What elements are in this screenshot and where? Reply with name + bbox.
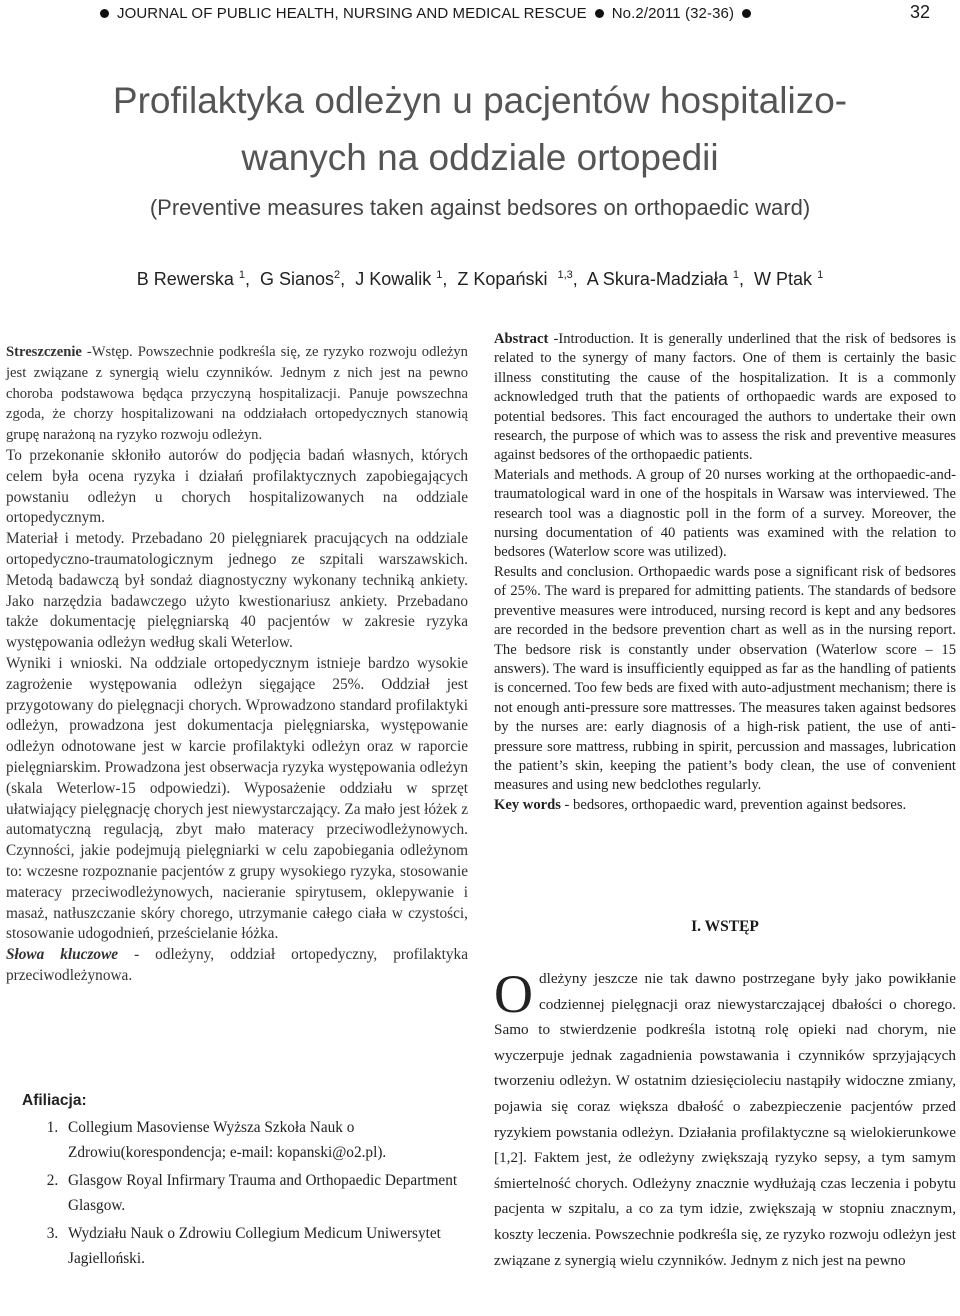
abstract-results-en: Results and conclusion. Orthopaedic wards pose a significant risk of bedsores of 25%. The ward is prepared for admitting patients. The standards of bedsore preventive measures were introduced, nursing record is kept and any bedsores are recorded in the bedsore prevention chart as well as in the nursing report. The bedsore risk is constantly under observation (Waterlow score – 15 answers). The ward is insufficiently equipped as far as the handling of patients is concerned. Too few beds are fixed with auto-adjustment mechanism; there is not enough anti-pressure sore mattresses. The measures taken against bedsores by the nurses are: early diagnosis of a high-risk patient, the use of anti-pressure sore mattress, rubbing in spirit, percussion and massages, lubrication the patient’s skin, keeping the patient’s body clean, the use of convenient measures and using new bedclothes regularly. [494, 563, 956, 794]
affiliations-list [22, 1115, 468, 1271]
author: A Skura-Madziała $^1$, [586, 269, 750, 289]
bullet-icon [742, 9, 751, 18]
running-header [92, 5, 759, 22]
abstract-methods-pl: Materiał i metody. Przebadano 20 pielęgniarek pracujących na oddziale ortopedyczno-traumatologicznym jednego ze szpitali warszawskich. Metodą badawczą był sondaż diagnostyczny wykonany techniką ankiety. Jako narzędzia badawczego użyto kwestionariusz ankiety. Przebadano także dokumentację pielęgniarską 40 pacjentów w zakresie ryzyka występowania odleżyn według skali Weterlow. [6, 530, 468, 652]
keywords-pl: Słowa kluczowe - odleżyny, oddział ortopedyczny, profilaktyka przeciwodleżynowa. [6, 946, 468, 984]
keywords-en: Key words - bedsores, orthopaedic ward, prevention against bedsores. [494, 796, 907, 813]
abstract-methods-en: Materials and methods. A group of 20 nurses working at the orthopaedic-and-traumatological ward in one of the hospitals in Warsaw was interviewed. The research tool was a diagnostic poll in the form of a survey. Moreover, the nursing documentation of 40 patients was examined with the relation to bedsores (Waterlow score was utilized). [494, 466, 956, 561]
article-title [0, 72, 960, 186]
bullet-icon [100, 9, 109, 18]
author: Z Kopański $^{1,3}$, [457, 269, 583, 289]
english-abstract [494, 330, 956, 815]
abstract-aim-pl: To przekonanie skłoniło autorów do podjęcia badań własnych, których celem była ocena ryzyka i działań profilaktycznych zapobiegających powstaniu odleżyn u chorych hospitalizowanych na oddziale ortopedycznym. [6, 446, 468, 527]
page-number: 32 [909, 2, 930, 22]
author: G Sianos$^2$, [260, 269, 351, 289]
author: J Kowalik $^1$, [355, 269, 453, 289]
abstract-intro-pl: Streszczenie -Wstęp. Powszechnie podkreśla się, ze ryzyko rozwoju odleżyn jest związane z synergią wielu czynników. Jednym z nich jest na pewno choroba podstawowa będąca przyczyną hospitalizacji. Panuje powszechna zgoda, że chorzy hospitalizowani na oddziałach ortopedycznych stanowią grupę narażoną na ryzyko rozwoju odleżyn. [6, 344, 468, 444]
page-header [0, 0, 960, 30]
issue-info: No.2/2011 (32-36) [611, 5, 735, 22]
affiliation-item: 3. Wydziału Nauk o Zdrowiu Collegium Medicum Uniwersytet Jagielloński. [62, 1221, 468, 1271]
affiliations-title: Afiliacja: [22, 1092, 87, 1109]
affiliation-item: 2. Glasgow Royal Infirmary Trauma and Orthopaedic Department Glasgow. [62, 1168, 468, 1218]
section-heading: I. WSTĘP [691, 918, 759, 935]
title-line-2: wanych na oddziale ortopedii [241, 137, 719, 178]
affiliation-item: 1. Collegium Masoviense Wyższa Szkoła Nauk o Zdrowiu(korespondencja; e-mail: kopanski@o2.pl). [62, 1115, 468, 1165]
drop-cap: O [494, 964, 533, 1024]
polish-abstract [6, 342, 468, 987]
bullet-icon [595, 9, 604, 18]
abstract-results-pl: Wyniki i wnioski. Na oddziale ortopedycznym istnieje bardzo wysokie zagrożenie występowania odleżyn sięgające 25%. Oddział jest przygotowany do pielęgnacji chorych. Wprowadzono standard profilaktyki odleżyn, prowadzona jest dokumentacja pielęgniarska, występowanie odleżyn odnotowane jest w karcie profilaktyki odleżyn oraz w raporcie pielęgniarskim. Prowadzona jest obserwacja ryzyka występowania odleżyn (skala Weterlow-15 odpowiedzi). Wyposażenie oddziału w sprzęt ułatwiający pielęgnację chorych jest niewystarczający. Za mało jest łóżek z automatyczną regulacją, zbyt mało materacy przeciwodleżynowych. Czynności, jakie podejmują pielęgniarki w celu zapobiegania odleżynom to: wczesne rozpoznanie pacjentów z grupy wysokiego ryzyka, stosowanie materacy przeciwodleżynowych, nacieranie spirytusem, oklepywanie i masaż, natłuszczanie skóry chorego, utrzymanie całego ciała w czystości, stosowanie udogodnień, prześcielanie łóżka. [6, 654, 468, 943]
affiliations [22, 1088, 468, 1274]
intro-paragraph: dleżyny jeszcze nie tak dawno postrzegane były jako powikłanie codziennej pielęgnacji oraz niewystarczającej dbałości o chorego. Samo to stwierdzenie podkreśla istotną rolę opieki nad chorym, nie wyczerpuje jednak zagadnienia powstawania i czynników sprzyjających tworzeniu odleżyn. W ostatnim dziesięcioleciu nastąpiły widoczne zmiany, pojawia się coraz większa dbałość o zabezpieczenie pacjentów przed ryzykiem powstania odleżyn. Działania profilaktyczne są wielokierunkowe [1,2]. Faktem jest, że odleżyny zwiększają ryzyko sepsy, a tym samym śmiertelność chorych. Odleżyny znacznie wydłużają czas leczenia i pobytu pacjenta w szpitalu, a co za tym idzie, zwiększają w stopniu znacznym, koszty leczenia. Powszechnie podkreśla się, ze ryzyko rozwoju odleżyn jest związane z synergią wielu czynników. Jednym z nich jest na pewno [494, 970, 956, 1269]
article-subtitle: (Preventive measures taken against bedsores on orthopaedic ward) [149, 195, 811, 220]
journal-name: JOURNAL OF PUBLIC HEALTH, NURSING AND MEDICAL RESCUE [117, 5, 587, 22]
author: W Ptak $^1$ [754, 269, 824, 289]
title-line-1: Profilaktyka odleżyn u pacjentów hospitalizo- [112, 80, 848, 121]
author: B Rewerska $^1$, [136, 269, 255, 289]
introduction-text [494, 966, 956, 1273]
abstract-intro-en: Abstract -Introduction. It is generally underlined that the risk of bedsores is related to the synergy of many factors. One of them is certainly the basic illness constituting the cause of the hospitalization. It is a commonly acknowledged truth that the patients of orthopaedic wards are exposed to potential bedsores. This fact encouraged the authors to undertake their own research, the purpose of which was to assess the risk and preventive measures against bedsores of the orthopaedic patients. [494, 331, 956, 464]
author-list [0, 269, 960, 290]
